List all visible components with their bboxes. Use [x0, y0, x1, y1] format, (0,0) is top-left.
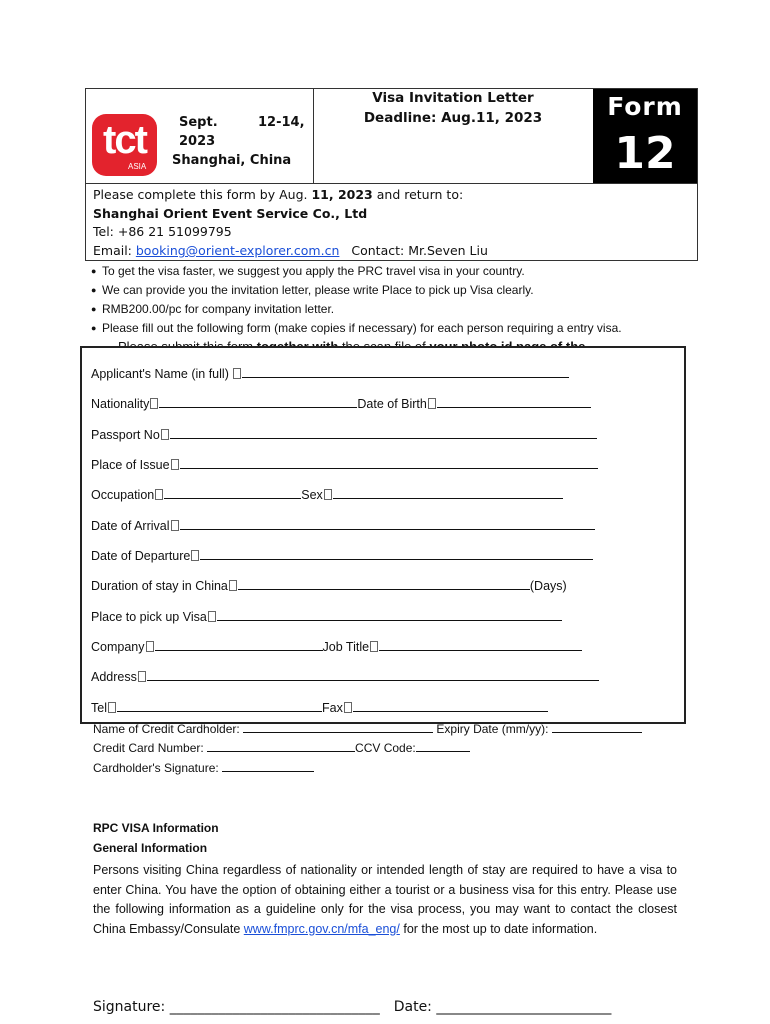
arrival-date-field[interactable]: Date of Arrival [91, 518, 595, 533]
tel-field[interactable]: Tel Fax [91, 700, 548, 715]
info-heading: RPC VISA Information [93, 821, 219, 835]
passport-field[interactable]: Passport No [91, 427, 597, 442]
event-location: Shanghai, China [172, 153, 292, 168]
place-of-issue-field[interactable]: Place of Issue [91, 457, 598, 472]
info-paragraph: Persons visiting China regardless of nationality or intended length of stay are required to have a visa to enter China. You have the option of obtaining either a tourist or a business visa for this entry. Please use the following information as a guideline only for the visa process, you may want to contact the closest China Embassy/Consulate www.fmprc.gov.cn/mfa_eng/ for the most up to date information. [93, 863, 677, 936]
list-item: ● We can provide you the invitation letter, please write Place to pick up Visa clearly. [91, 283, 534, 297]
contact-tel: Tel: +86 21 51099795 [93, 224, 232, 239]
nationality-field[interactable]: Nationality Date of Birth [91, 396, 591, 411]
logo-text: tct [103, 118, 146, 162]
occupation-field[interactable]: Occupation Sex [91, 487, 563, 502]
applicant-name-field[interactable]: Applicant's Name (in full) [91, 366, 569, 381]
company-field[interactable]: Company Job Title [91, 639, 582, 654]
list-item: ● Please fill out the following form (make copies if necessary) for each person requiring a entry visa. [91, 321, 622, 335]
event-month: Sept. [179, 115, 218, 130]
list-item: ● RMB200.00/pc for company invitation letter. [91, 302, 335, 316]
duration-field[interactable]: Duration of stay in China (Days) [91, 579, 567, 593]
event-days: 12-14, [258, 115, 305, 130]
contact-email-line: Email: booking@orient-explorer.com.cn Contact: Mr.Seven Liu [93, 243, 488, 258]
departure-date-field[interactable]: Date of Departure [91, 548, 593, 563]
list-item: ● To get the visa faster, we suggest you apply the PRC travel visa in your country. [91, 264, 525, 278]
info-subheading: General Information [93, 841, 208, 855]
logo-sub: ASIA [128, 162, 147, 171]
mfa-link[interactable]: www.fmprc.gov.cn/mfa_eng/ [243, 921, 400, 936]
cardholder-signature-field[interactable]: Cardholder's Signature: [93, 760, 314, 775]
address-field[interactable]: Address [91, 669, 599, 684]
card-number-field[interactable]: Credit Card Number: CCV Code: [93, 740, 470, 755]
deadline: Deadline: Aug.11, 2023 [363, 110, 543, 126]
contact-company: Shanghai Orient Event Service Co., Ltd [93, 206, 368, 221]
cardholder-name-field[interactable]: Name of Credit Cardholder: Expiry Date (mm/yy): [93, 721, 642, 736]
pickup-place-field[interactable]: Place to pick up Visa [91, 609, 562, 624]
form-label: Form [607, 92, 683, 121]
form-number: 12 [614, 128, 676, 179]
signature-line[interactable]: Signature: ______________________________ Date: _________________________ [93, 999, 612, 1015]
email-link[interactable]: booking@orient-explorer.com.cn [135, 243, 340, 258]
event-year: 2023 [179, 134, 216, 149]
contact-instruction: Please complete this form by Aug. 11, 2023 and return to: [93, 187, 464, 202]
tct-logo [92, 114, 157, 176]
page-title: Visa Invitation Letter [372, 90, 534, 106]
